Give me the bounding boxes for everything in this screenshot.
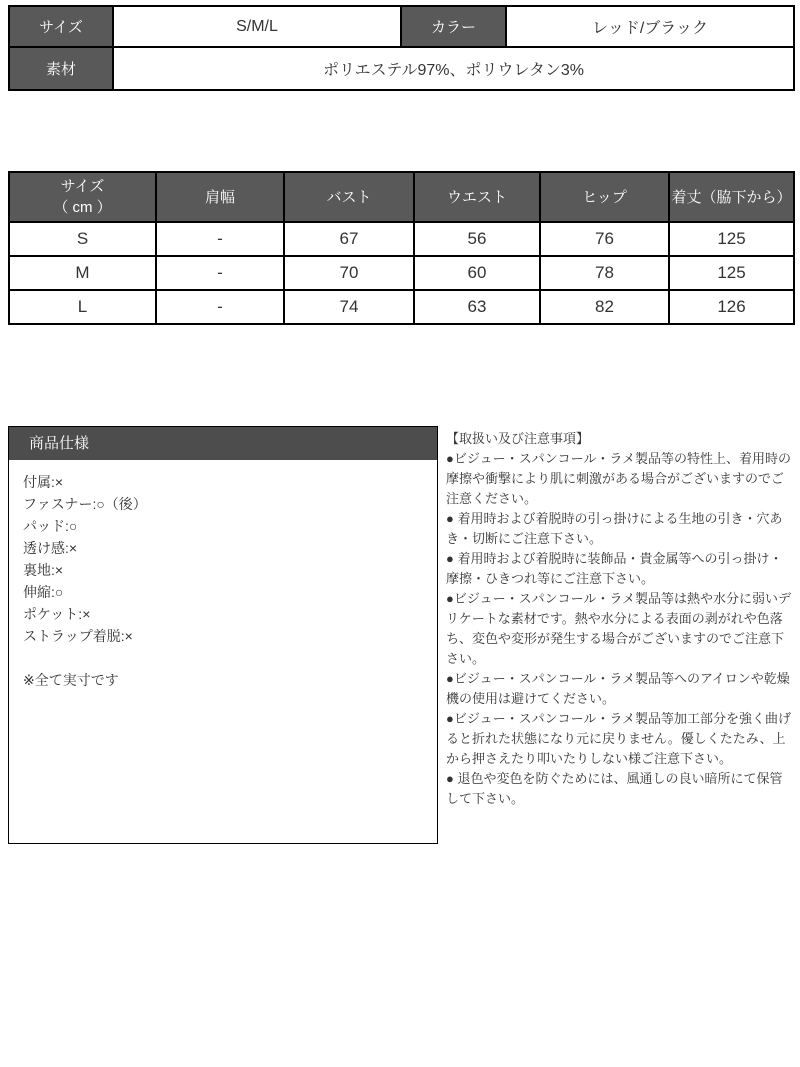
shoulder-cell: - [156, 290, 284, 324]
spec-item: 付属:× [23, 474, 64, 490]
size-label-cell: サイズ [9, 6, 113, 47]
care-note-item: ● 退色や変色を防ぐためには、風通しの良い暗所にて保管して下さい。 [446, 771, 783, 806]
size-cell: L [9, 290, 156, 324]
spec-item: ストラップ着脱:× [23, 628, 133, 644]
shoulder-cell: - [156, 256, 284, 290]
care-note-item: ● 着用時および着脱時の引っ掛けによる生地の引き・穴あき・切断にご注意下さい。 [446, 511, 783, 546]
waist-cell: 60 [414, 256, 540, 290]
product-spec-box [8, 426, 438, 844]
spec-item: ファスナー:○（後） [23, 496, 147, 512]
size-chart-header-row [9, 172, 794, 222]
bust-header-cell: バスト [284, 172, 414, 222]
care-note-item: ●ビジュー・スパンコール・ラメ製品等は熱や水分に弱いデリケートな素材です。熱や水分による表面の剥がれや色落ち、変色や変形が発生する場合がございますのでご注意下さい。 [446, 591, 791, 666]
care-note-item: ● 着用時および着脱時に装飾品・貴金属等への引っ掛け・摩擦・ひきつれ等にご注意下さい。 [446, 551, 783, 586]
care-notes [446, 426, 793, 809]
spec-item: 透け感:× [23, 540, 78, 556]
size-header-line1: サイズ [60, 178, 105, 195]
color-value-cell: レッド/ブラック [506, 6, 794, 47]
material-value-cell: ポリエステル97%、ポリウレタン3% [113, 47, 794, 90]
size-cell: M [9, 256, 156, 290]
bust-cell: 67 [284, 222, 414, 256]
size-value-cell: S/M/L [113, 6, 401, 47]
bust-cell: 70 [284, 256, 414, 290]
care-notes-title: 【取扱い及び注意事項】 [446, 431, 590, 446]
spec-box-body [9, 460, 437, 691]
hip-cell: 82 [540, 290, 669, 324]
length-cell: 126 [669, 290, 794, 324]
color-label-cell: カラー [401, 6, 506, 47]
table-row [9, 6, 794, 47]
shoulder-header-cell: 肩幅 [156, 172, 284, 222]
care-note-item: ●ビジュー・スパンコール・ラメ製品等の特性上、着用時の摩擦や衝撃により肌に刺激がある場合がございますのでご注意ください。 [446, 451, 791, 506]
length-cell: 125 [669, 256, 794, 290]
spec-item: 裏地:× [23, 562, 64, 578]
size-cell: S [9, 222, 156, 256]
care-note-item: ●ビジュー・スパンコール・ラメ製品等へのアイロンや乾燥機の使用は避けてください。 [446, 671, 790, 706]
size-chart-row-l [9, 290, 794, 324]
spec-item: ポケット:× [23, 606, 91, 622]
material-label-cell: 素材 [9, 47, 113, 90]
length-header-cell: 着丈（脇下から） [669, 172, 794, 222]
shoulder-cell: - [156, 222, 284, 256]
length-cell: 125 [669, 222, 794, 256]
waist-cell: 63 [414, 290, 540, 324]
size-cm-header-cell [9, 172, 156, 222]
bust-cell: 74 [284, 290, 414, 324]
hip-cell: 76 [540, 222, 669, 256]
hip-cell: 78 [540, 256, 669, 290]
hip-header-cell: ヒップ [540, 172, 669, 222]
size-header-line2: （ cm ） [53, 199, 112, 216]
bottom-section [8, 426, 793, 844]
size-chart-row-m [9, 256, 794, 290]
size-chart-row-s [9, 222, 794, 256]
waist-cell: 56 [414, 222, 540, 256]
care-note-item: ●ビジュー・スパンコール・ラメ製品等加工部分を強く曲げると折れた状態になり元に戻りません。優しくたたみ、上から押さえたり叩いたりしない様ご注意下さい。 [446, 711, 791, 766]
table-row [9, 47, 794, 90]
product-info-table [8, 5, 795, 91]
waist-header-cell: ウエスト [414, 172, 540, 222]
spec-box-title: 商品仕様 [9, 427, 437, 460]
spec-note: ※全て実寸です [23, 672, 119, 688]
spec-item: 伸縮:○ [23, 584, 64, 600]
spec-item: パッド:○ [23, 518, 78, 534]
size-chart-table [8, 171, 795, 325]
